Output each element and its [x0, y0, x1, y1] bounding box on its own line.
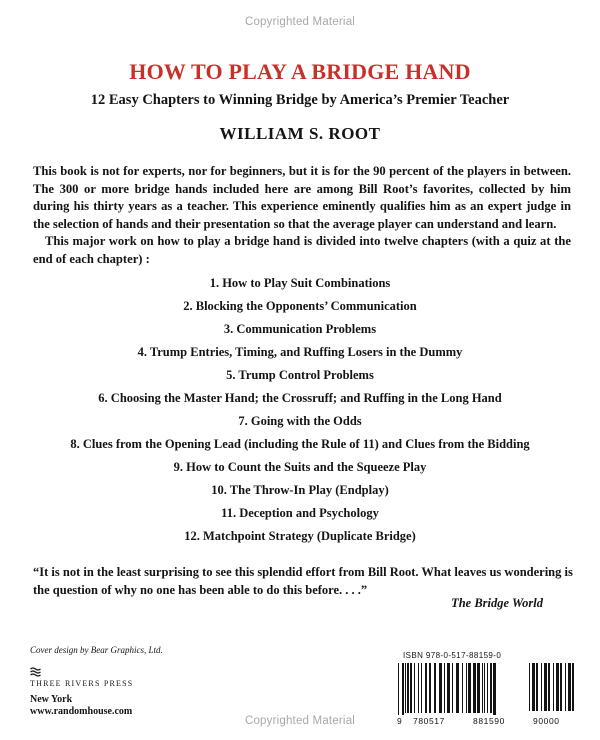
- barcode-bar: [414, 663, 415, 713]
- barcode-bar: [490, 663, 492, 713]
- barcode-bar: [425, 663, 427, 713]
- barcode-bar: [477, 663, 480, 713]
- barcode-bar: [398, 663, 399, 715]
- chapter-item: 12. Matchpoint Strategy (Duplicate Bridge): [184, 529, 416, 543]
- cover-design-credit: Cover design by Bear Graphics, Ltd.: [30, 645, 163, 655]
- chapter-item: 4. Trump Entries, Timing, and Ruffing Losers in the Dummy: [137, 345, 463, 359]
- isbn-label: ISBN 978-0-517-88159-0: [403, 651, 502, 660]
- addon-barcode: [528, 663, 578, 715]
- barcode-bar: [482, 663, 483, 713]
- review-quote: “It is not in the least surprising to see this splendid effort from Bill Root. What leaves us wondering is the question of why no one has been able to do this before. . . .”: [33, 565, 573, 597]
- barcode-bar: [447, 663, 450, 713]
- barcode-bar: [429, 663, 431, 713]
- barcode-bar: [560, 663, 562, 711]
- chapter-item: 8. Clues from the Opening Lead (including the Rule of 11) and Clues from the Bidding: [70, 437, 530, 451]
- chapter-item: 6. Choosing the Master Hand; the Crossruff; and Ruffing in the Long Hand: [98, 391, 502, 405]
- copyright-watermark-bottom: Copyrighted Material: [244, 715, 356, 727]
- chapter-item: 7. Going with the Odds: [238, 414, 362, 428]
- barcode-bar: [484, 663, 485, 713]
- author-name: WILLIAM S. ROOT: [219, 124, 381, 143]
- barcode-bar: [402, 663, 404, 715]
- barcode-bar: [473, 663, 476, 713]
- chapter-item: 5. Trump Control Problems: [226, 368, 374, 382]
- barcode-bar: [565, 663, 566, 711]
- barcode-bar: [405, 663, 406, 713]
- chapter-item: 2. Blocking the Opponents’ Communication: [183, 299, 417, 313]
- barcode-bar: [548, 663, 550, 711]
- barcode-bar: [532, 663, 535, 711]
- barcode-digits: 881590: [473, 716, 505, 726]
- barcode-bar: [541, 663, 542, 711]
- barcode-bar: [529, 663, 530, 711]
- copyright-watermark-top: Copyrighted Material: [244, 16, 356, 28]
- chapter-item: 3. Communication Problems: [223, 322, 377, 336]
- book-subtitle: 12 Easy Chapters to Winning Bridge by America’s Premier Teacher: [90, 92, 510, 108]
- publisher-logo-icon: [30, 666, 41, 677]
- publisher-website: www.randomhouse.com: [30, 706, 133, 717]
- barcode-bar: [568, 663, 571, 711]
- description-blurb: [33, 163, 571, 268]
- chapter-list: [0, 272, 600, 548]
- barcode-bar: [466, 663, 467, 713]
- barcode-bar: [544, 663, 547, 711]
- publisher-city: New York: [30, 694, 73, 705]
- barcode-digits: 780517: [413, 716, 445, 726]
- barcode-bar: [462, 663, 463, 713]
- quote-source: The Bridge World: [451, 596, 543, 610]
- barcode-bar: [421, 663, 422, 713]
- chapter-item: 1. How to Play Suit Combinations: [209, 276, 391, 290]
- ean-barcode: [397, 663, 521, 715]
- blurb-paragraph: This book is not for experts, nor for beginners, but it is for the 90 percent of the players in between. The 300 or more bridge hands included here are among Bill Root’s favorites, collected by him during his thirty years as a teacher. This experience eminently qualifies him as an expert judge in the selection of hands and their presentation so that the average player can understand and learn.: [33, 164, 571, 231]
- barcode-bar: [434, 663, 436, 713]
- chapter-item: 9. How to Count the Suits and the Squeeze Play: [173, 460, 427, 474]
- chapter-item: 10. The Throw-In Play (Endplay): [211, 483, 389, 497]
- barcode-bar: [407, 663, 409, 713]
- barcode-bar: [556, 663, 559, 711]
- barcode-bar: [572, 663, 574, 711]
- barcode-bar: [418, 663, 419, 713]
- barcode-bar: [493, 663, 496, 715]
- chapter-item: 11. Deception and Psychology: [221, 506, 379, 520]
- barcode-bar: [456, 663, 459, 713]
- publisher-name: THREE RIVERS PRESS: [30, 679, 134, 688]
- barcode-bar: [439, 663, 442, 713]
- barcode-digits: 9: [397, 716, 403, 726]
- barcode-bar: [444, 663, 445, 713]
- blurb-paragraph: This major work on how to play a bridge hand is divided into twelve chapters (with a quiz at the end of each chapter) :: [33, 234, 571, 266]
- book-title: HOW TO PLAY A BRIDGE HAND: [129, 59, 471, 84]
- barcode-bar: [487, 663, 488, 713]
- barcode-digits: 90000: [533, 716, 560, 726]
- barcode-bar: [452, 663, 453, 713]
- barcode-bar: [410, 663, 412, 713]
- barcode-bar: [536, 663, 538, 711]
- barcode-bar: [553, 663, 554, 711]
- barcode-bar: [468, 663, 471, 713]
